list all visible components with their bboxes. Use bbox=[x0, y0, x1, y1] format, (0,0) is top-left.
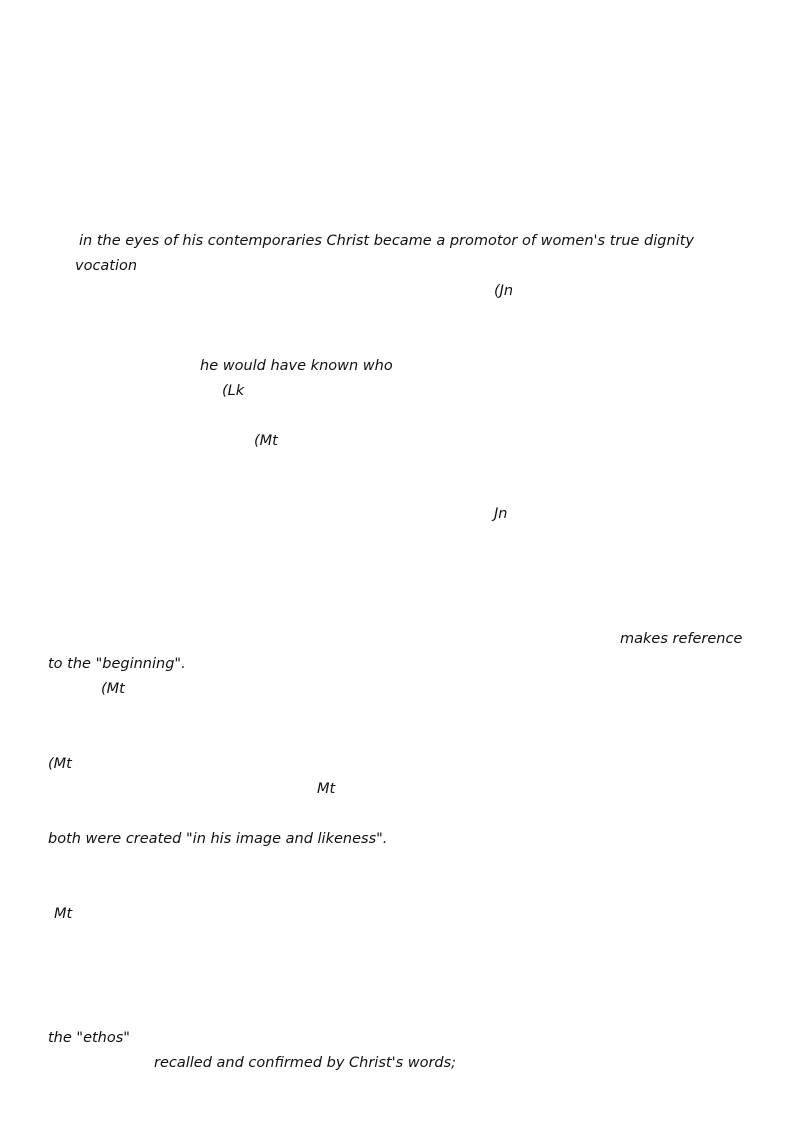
text-fragment-mt-ref: (Mt bbox=[101, 681, 125, 697]
text-fragment-mt-ref: Mt bbox=[317, 781, 336, 797]
text-fragment-makes-reference: makes reference bbox=[620, 631, 743, 647]
text-fragment-contemporaries: in the eyes of his contemporaries Christ became a promotor of women's true dignity bbox=[79, 233, 694, 249]
text-fragment-recalled-confirmed: recalled and confirmed by Christ's words; bbox=[154, 1055, 457, 1071]
text-fragment-image-likeness: both were created "in his image and likeness". bbox=[48, 831, 388, 847]
text-fragment-mt-ref: Mt bbox=[54, 906, 73, 922]
text-fragment-ethos: the "ethos" bbox=[48, 1030, 130, 1046]
text-fragment-vocation: vocation bbox=[75, 258, 138, 274]
text-fragment-mt-ref: (Mt bbox=[254, 433, 278, 449]
text-fragment-jn-ref: (Jn bbox=[494, 283, 514, 299]
text-fragment-beginning: to the "beginning". bbox=[48, 656, 186, 672]
text-fragment-would-have-known: he would have known who bbox=[200, 358, 393, 374]
text-fragment-lk-ref: (Lk bbox=[222, 383, 245, 399]
text-fragment-jn-ref: Jn bbox=[494, 506, 508, 522]
text-fragment-mt-ref: (Mt bbox=[48, 756, 72, 772]
